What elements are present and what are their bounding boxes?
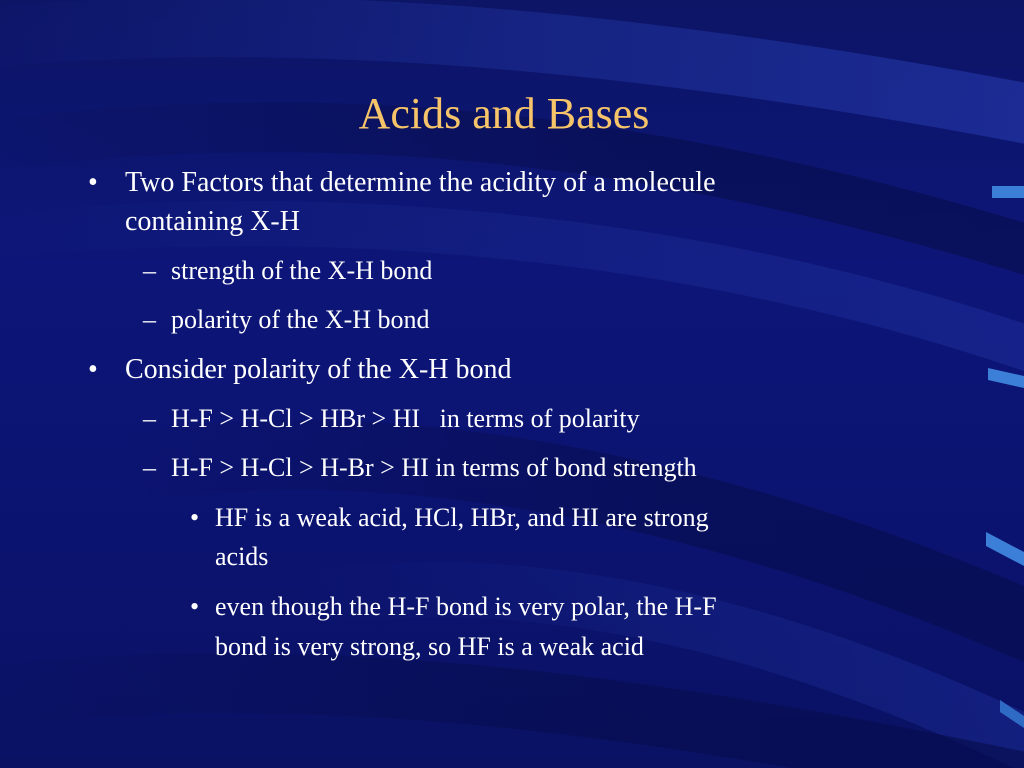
sub-bullet-text-line: H-F > H-Cl > H-Br > HI in terms of bond strength: [171, 453, 697, 482]
sub-bullet-text-line: polarity of the X-H bond: [171, 305, 430, 334]
sub-sub-bullet-marker: •: [190, 592, 200, 621]
sub-sub-bullet-text-line: bond is very strong, so HF is a weak acid: [215, 632, 644, 661]
sub-bullet-marker: –: [143, 404, 156, 433]
slide-title: Acids and Bases: [358, 89, 650, 138]
sub-bullet-text-line: H-F > H-Cl > HBr > HI in terms of polarity: [171, 404, 640, 433]
sub-sub-bullet-text-line: acids: [215, 542, 269, 571]
bullet-marker: •: [88, 354, 98, 385]
bullet-text-line: containing X-H: [125, 206, 300, 237]
sub-bullet-marker: –: [143, 305, 156, 334]
sub-sub-bullet-text-line: even though the H-F bond is very polar, the H-F: [215, 592, 717, 621]
bullet-text-line: Two Factors that determine the acidity of a molecule: [125, 167, 716, 198]
sub-sub-bullet-text-line: HF is a weak acid, HCl, HBr, and HI are strong: [215, 503, 709, 532]
bullet-marker: •: [88, 167, 98, 198]
sub-sub-bullet-marker: •: [190, 503, 200, 532]
sub-bullet-marker: –: [143, 453, 156, 482]
sub-bullet-text-line: strength of the X-H bond: [171, 256, 433, 285]
bullet-text-line: Consider polarity of the X-H bond: [125, 354, 512, 385]
sub-bullet-marker: –: [143, 256, 156, 285]
